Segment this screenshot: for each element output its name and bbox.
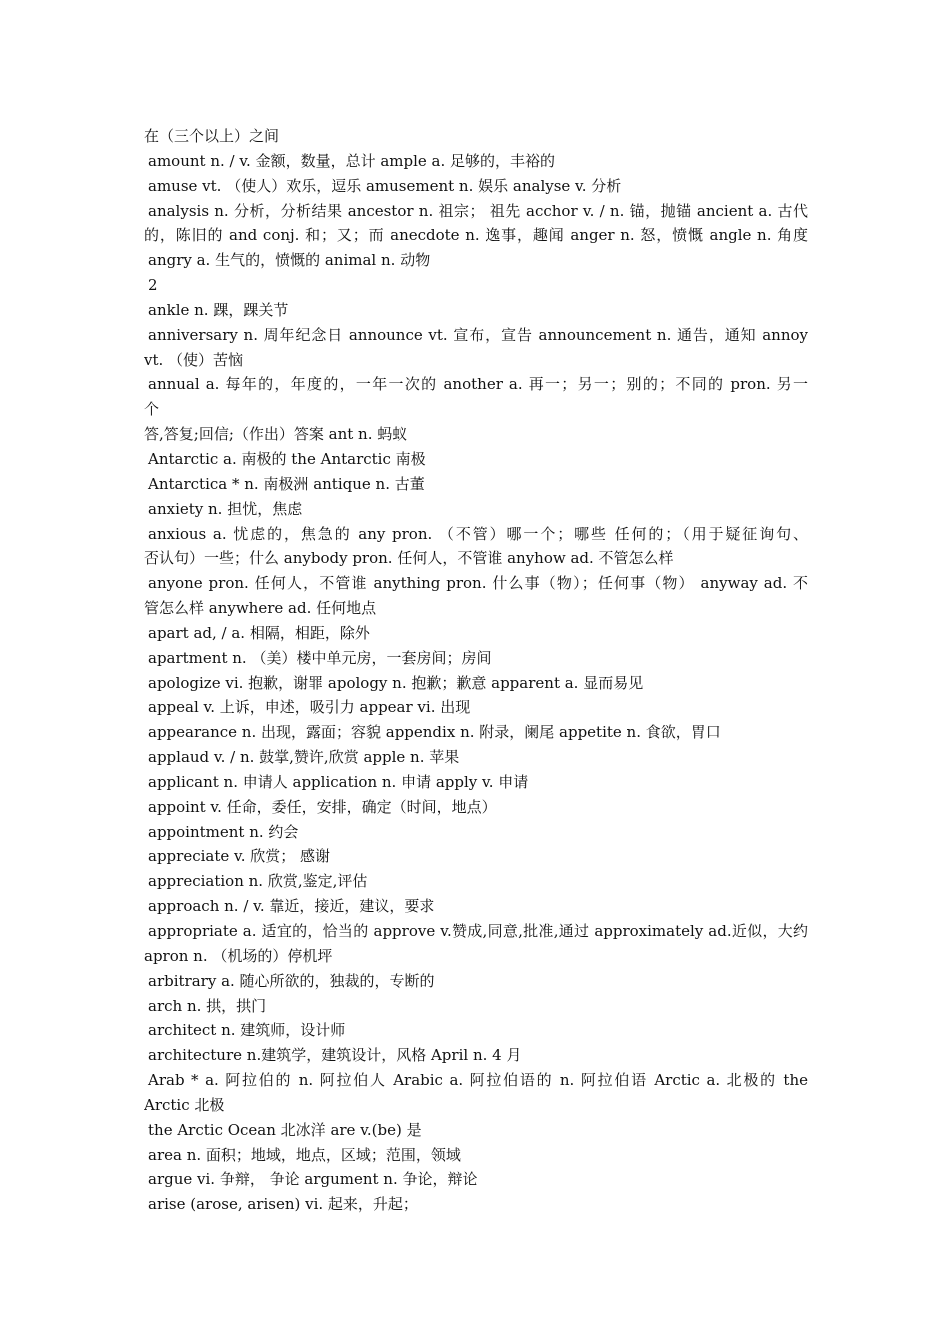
text-line: appointment n. 约会 xyxy=(148,822,299,841)
text-line: architect n. 建筑师，设计师 xyxy=(148,1021,346,1040)
text-line: Antarctica * n. 南极洲 antique n. 古董 xyxy=(148,474,425,493)
text-line: arbitrary a. 随心所欲的，独裁的，专断的 xyxy=(148,971,435,990)
text-line: anxiety n. 担忧，焦虑 xyxy=(148,499,303,518)
text-line: 否认句）一些；什么 anybody pron. 任何人，不管谁 anyhow ad. 不管怎么样 xyxy=(144,549,674,568)
text-line: appeal v. 上诉，申述，吸引力 appear vi. 出现 xyxy=(148,698,471,717)
text-line: approach n. / v. 靠近，接近，建议，要求 xyxy=(148,897,435,916)
text-line: appreciate v. 欣赏； 感谢 xyxy=(148,847,331,866)
text-line: apron n. （机场的）停机坪 xyxy=(144,946,333,965)
text-line: analysis n. 分析，分析结果 ancestor n. 祖宗； 祖先 acchor v. / n. 锚，抛锚 ancient a. 古代 xyxy=(148,201,808,220)
text-line: applicant n. 申请人 application n. 申请 apply v. 申请 xyxy=(148,772,529,791)
text-line: arch n. 拱，拱门 xyxy=(148,996,267,1015)
text-line: Arab * a. 阿拉伯的 n. 阿拉伯人 Arabic a. 阿拉伯语的 n. 阿拉伯语 Arctic a. 北极的 the xyxy=(148,1071,808,1090)
text-line: appearance n. 出现，露面；容貌 appendix n. 附录，阑尾 appetite n. 食欲，胃口 xyxy=(148,723,721,742)
text-line: anniversary n. 周年纪念日 announce vt. 宣布，宣告 announcement n. 通告，通知 annoy xyxy=(148,325,808,344)
text-line: vt. （使）苦恼 xyxy=(144,350,244,369)
page-number: 2 xyxy=(148,276,158,295)
text-line: Antarctic a. 南极的 the Antarctic 南极 xyxy=(148,449,426,468)
text-line: annual a. 每年的，年度的，一年一次的 another a. 再一；另一；别的；不同的 pron. 另一 xyxy=(148,375,808,394)
text-line: 的，陈旧的 and conj. 和；又；而 anecdote n. 逸事，趣闻 anger n. 怒，愤慨 angle n. 角度 xyxy=(144,226,808,245)
text-line: the Arctic Ocean 北冰洋 are v.(be) 是 xyxy=(148,1120,422,1139)
text-line: arise (arose, arisen) vi. 起来，升起； xyxy=(148,1195,418,1214)
text-line: angry a. 生气的，愤慨的 animal n. 动物 xyxy=(148,251,431,270)
text-line: anxious a. 忧虑的，焦急的 any pron. （不管）哪一个；哪些 任何的；（用于疑征询句、 xyxy=(148,524,808,543)
text-line: apartment n. （美）楼中单元房，一套房间；房间 xyxy=(148,648,492,667)
text-line: 在（三个以上）之间 xyxy=(144,127,280,145)
document-page xyxy=(144,124,808,1217)
text-line: amount n. / v. 金额，数量，总计 ample a. 足够的，丰裕的 xyxy=(148,151,556,170)
text-line: appreciation n. 欣赏,鉴定,评估 xyxy=(148,872,368,891)
text-line: argue vi. 争辩， 争论 argument n. 争论，辩论 xyxy=(148,1170,478,1189)
text-line: architecture n.建筑学，建筑设计，风格 April n. 4 月 xyxy=(148,1046,522,1065)
text-line: Arctic 北极 xyxy=(144,1095,225,1114)
text-line: amuse vt. （使人）欢乐，逗乐 amusement n. 娱乐 analyse v. 分析 xyxy=(148,176,622,195)
text-line: apart ad, / a. 相隔，相距，除外 xyxy=(148,623,370,642)
text-line: 管怎么样 anywhere ad. 任何地点 xyxy=(144,599,377,618)
text-line: anyone pron. 任何人，不管谁 anything pron. 什么事（物）；任何事（物） anyway ad. 不 xyxy=(148,574,808,593)
text-line: area n. 面积；地域，地点，区域；范围，领域 xyxy=(148,1145,461,1164)
text-line: 答,答复;回信;（作出）答案 ant n. 蚂蚁 xyxy=(144,425,408,444)
text-line: appoint v. 任命，委任，安排，确定（时间，地点） xyxy=(148,797,497,816)
text-line: ankle n. 踝，踝关节 xyxy=(148,300,289,319)
text-line: applaud v. / n. 鼓掌,赞许,欣赏 apple n. 苹果 xyxy=(148,748,460,767)
text-line: 个 xyxy=(144,400,160,419)
text-line: appropriate a. 适宜的，恰当的 approve v.赞成,同意,批准,通过 approximately ad.近似，大约 xyxy=(148,922,808,940)
text-line: apologize vi. 抱歉，谢罪 apology n. 抱歉；歉意 apparent a. 显而易见 xyxy=(148,673,644,692)
